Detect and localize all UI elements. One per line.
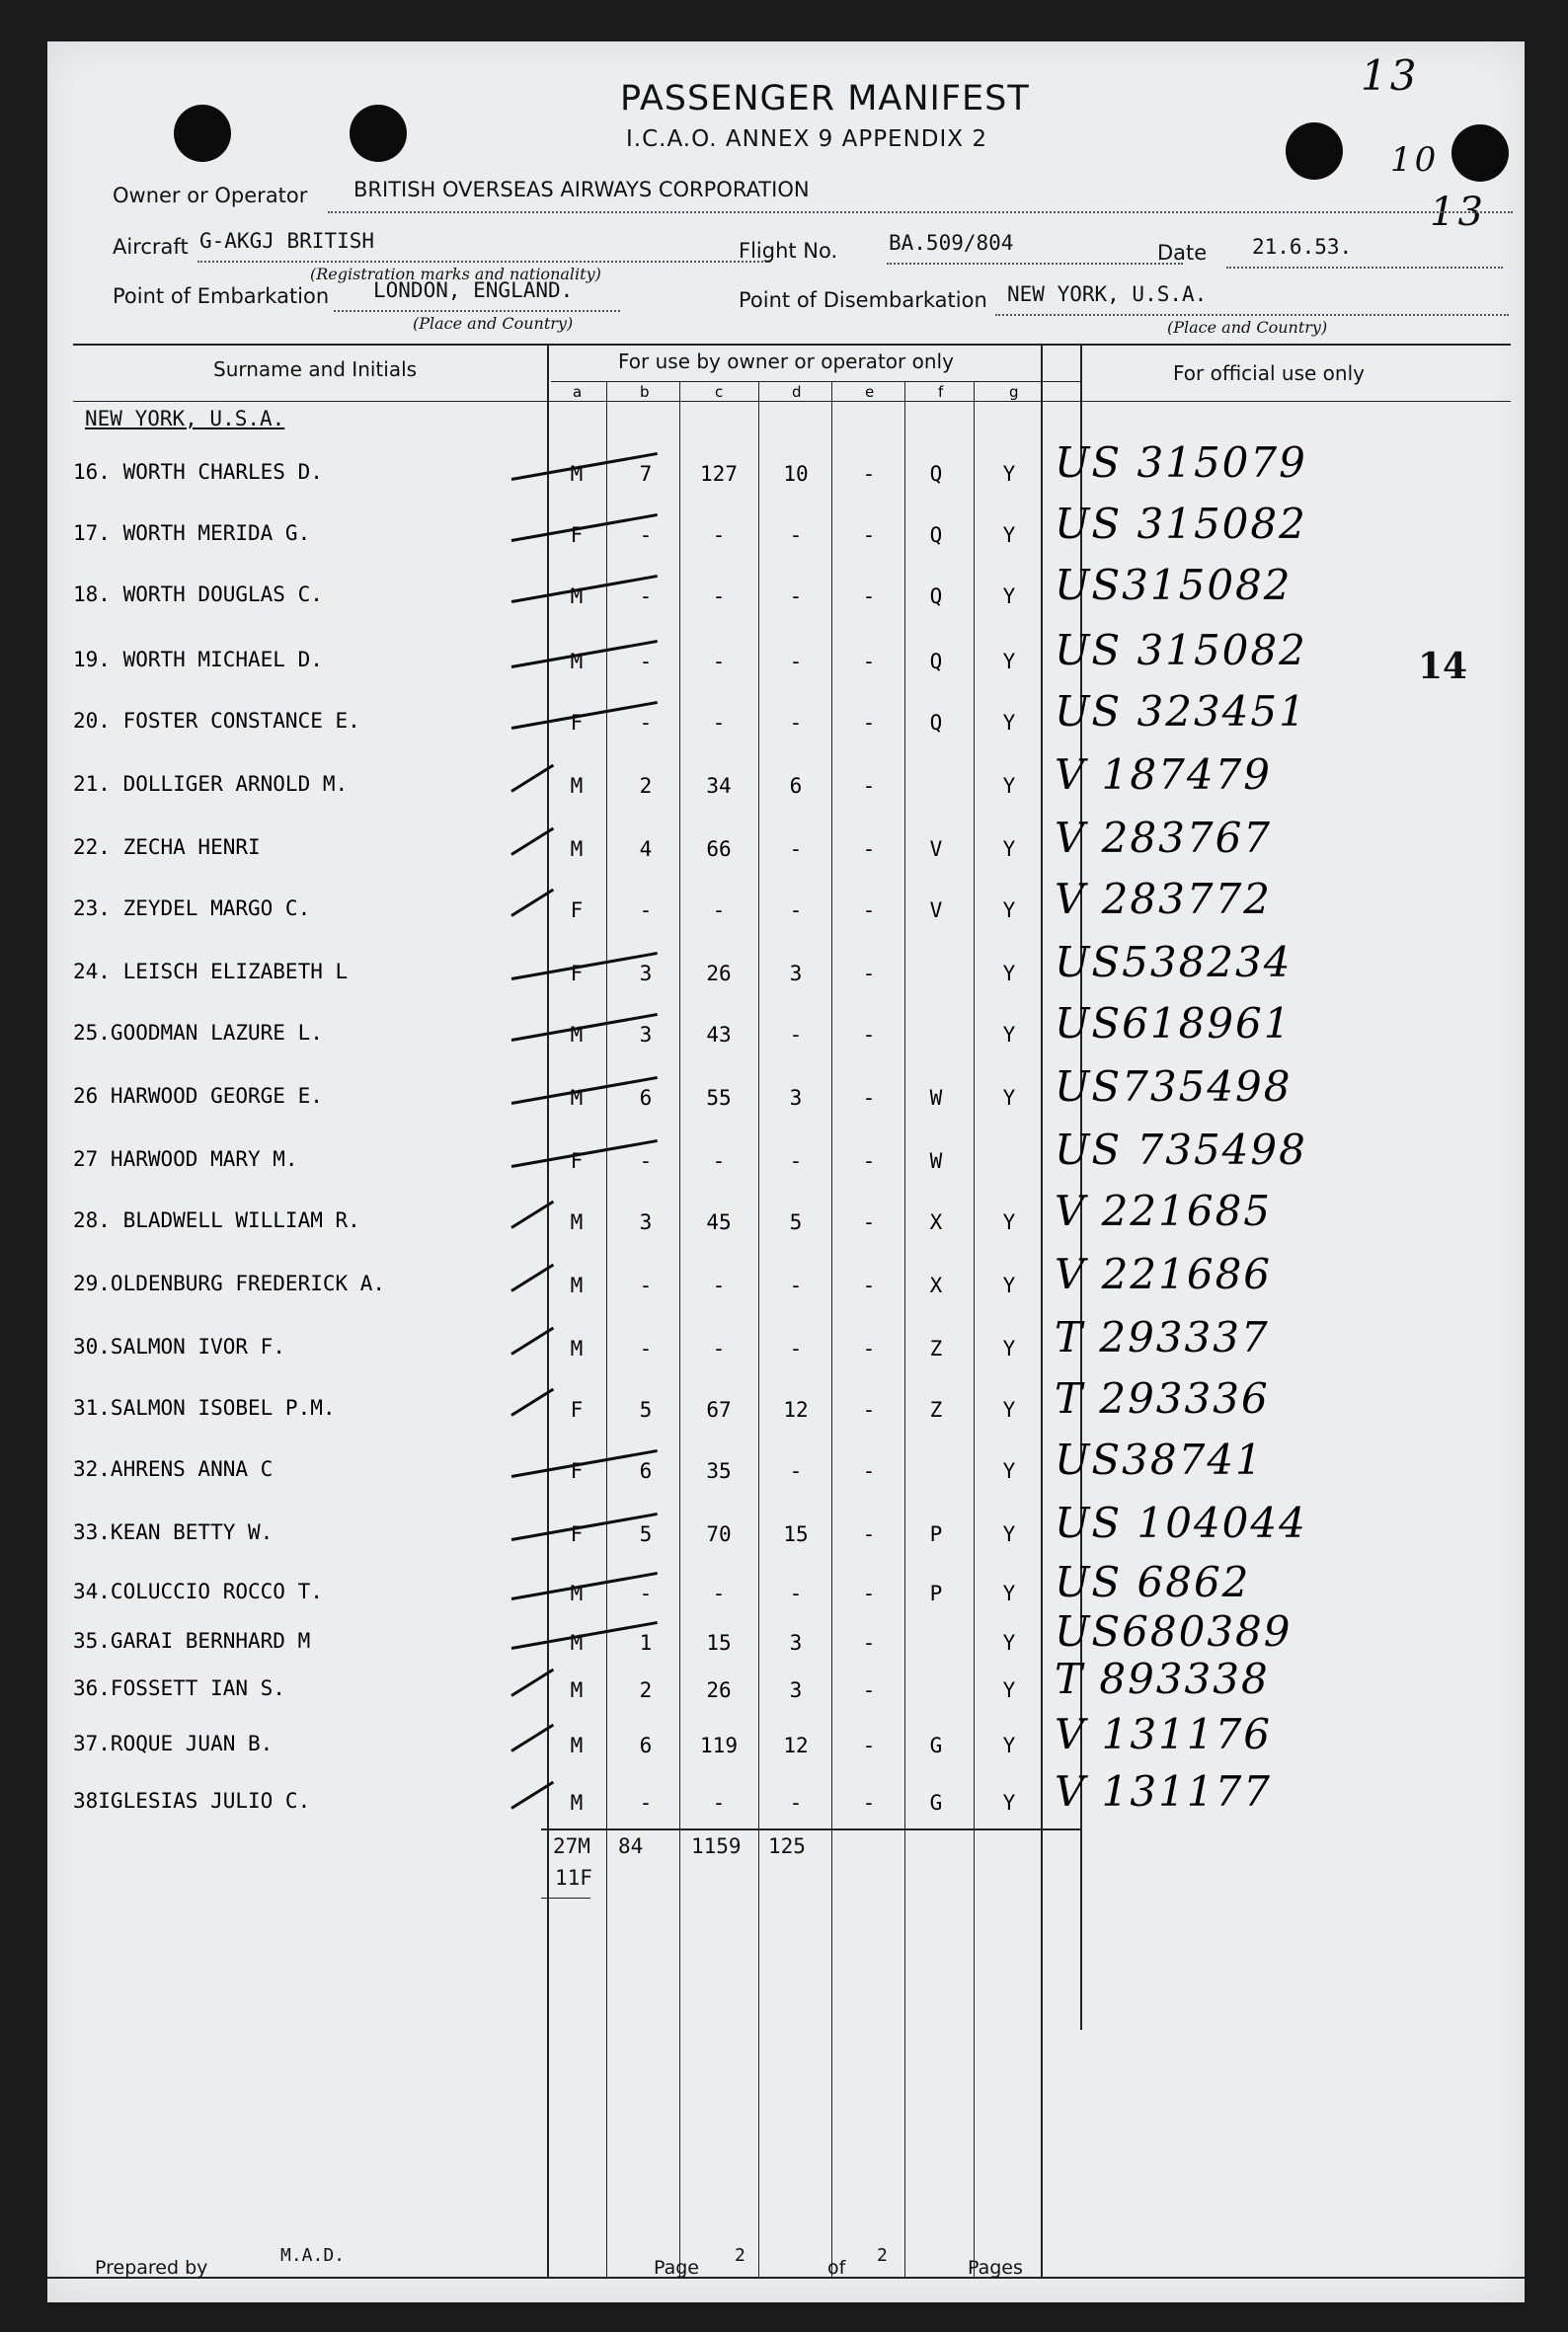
official-entry: V 131177	[1055, 1767, 1273, 1816]
page-label: Page	[654, 2257, 699, 2279]
official-entry: US 315079	[1055, 438, 1307, 487]
passenger-name: 38IGLESIAS JULIO C.	[73, 1789, 311, 1813]
section-heading: NEW YORK, U.S.A.	[85, 407, 285, 430]
cell-b: 7	[639, 462, 653, 486]
cell-f: W	[929, 1149, 943, 1173]
cell-f: Q	[929, 584, 943, 608]
cell-g: Y	[1002, 711, 1016, 735]
cell-c: 45	[706, 1210, 732, 1234]
cell-c: 35	[706, 1459, 732, 1483]
cell-a: F	[570, 1459, 584, 1483]
passenger-name: 34.COLUCCIO ROCCO T.	[73, 1580, 323, 1603]
col-surname-header: Surname and Initials	[213, 357, 418, 381]
official-entry: V 221686	[1055, 1250, 1273, 1298]
cell-e: -	[862, 1631, 876, 1655]
cell-e: -	[862, 774, 876, 798]
page-subtitle: I.C.A.O. ANNEX 9 APPENDIX 2	[626, 126, 987, 152]
aircraft-value: G-AKGJ BRITISH	[199, 229, 375, 253]
cell-f: Q	[929, 523, 943, 547]
cell-g: Y	[1002, 898, 1016, 922]
passenger-name: 16. WORTH CHARLES D.	[73, 460, 323, 484]
cell-d: -	[789, 584, 803, 608]
cell-e: -	[862, 1398, 876, 1422]
punch-hole-center	[350, 105, 407, 162]
cell-f: Q	[929, 462, 943, 486]
cell-c: 66	[706, 837, 732, 861]
cell-a: M	[570, 1791, 584, 1815]
passenger-name: 33.KEAN BETTY W.	[73, 1520, 274, 1544]
cell-g: Y	[1002, 1582, 1016, 1605]
official-entry: T 293336	[1055, 1374, 1270, 1423]
embarkation-value: LONDON, ENGLAND.	[373, 278, 574, 302]
cell-b: 6	[639, 1734, 653, 1757]
cell-a: F	[570, 1522, 584, 1546]
prepared-by-value: M.A.D.	[280, 2245, 346, 2266]
embarkation-note: (Place and Country)	[413, 314, 574, 333]
cell-g: Y	[1002, 1086, 1016, 1110]
table-row	[47, 938, 1525, 1021]
disembarkation-label: Point of Disembarkation	[739, 288, 987, 312]
passenger-name: 37.ROQUE JUAN B.	[73, 1732, 274, 1755]
cell-b: 5	[639, 1522, 653, 1546]
cell-d: -	[789, 898, 803, 922]
cell-a: M	[570, 1582, 584, 1605]
cell-b: 2	[639, 774, 653, 798]
table-row	[47, 1250, 1525, 1333]
total-c: 1159	[691, 1834, 742, 1858]
table-row	[47, 814, 1525, 896]
cell-a: F	[570, 962, 584, 985]
cell-g: Y	[1002, 1734, 1016, 1757]
table-row	[47, 1374, 1525, 1457]
cell-a: M	[570, 1086, 584, 1110]
passenger-name: 17. WORTH MERIDA G.	[73, 521, 311, 545]
aircraft-note: (Registration marks and nationality)	[310, 265, 601, 283]
col-letter-e: e	[865, 383, 875, 401]
passenger-name: 35.GARAI BERNHARD M	[73, 1629, 311, 1653]
cell-g: Y	[1002, 1274, 1016, 1297]
date-value: 21.6.53.	[1252, 235, 1353, 259]
punch-hole-right	[1286, 122, 1343, 180]
page-title: PASSENGER MANIFEST	[620, 79, 1030, 118]
cell-d: -	[789, 1274, 803, 1297]
total-b: 84	[618, 1834, 644, 1858]
official-entry: V 187479	[1055, 750, 1273, 799]
cell-c: 127	[700, 462, 738, 486]
official-entry: V 283772	[1055, 875, 1273, 923]
cell-d: 3	[789, 962, 803, 985]
cell-b: 3	[639, 1210, 653, 1234]
passenger-name: 22. ZECHA HENRI	[73, 835, 261, 859]
cell-c: 26	[706, 962, 732, 985]
cell-f: W	[929, 1086, 943, 1110]
cell-b: -	[639, 1791, 653, 1815]
corner-fraction-numerator: 10	[1390, 140, 1440, 180]
cell-e: -	[862, 1023, 876, 1047]
cell-b: -	[639, 1582, 653, 1605]
cell-b: -	[639, 898, 653, 922]
cell-a: F	[570, 1149, 584, 1173]
passenger-name: 27 HARWOOD MARY M.	[73, 1147, 298, 1171]
cell-c: 119	[700, 1734, 738, 1757]
cell-d: -	[789, 1582, 803, 1605]
owner-value: BRITISH OVERSEAS AIRWAYS CORPORATION	[353, 178, 810, 201]
cell-a: F	[570, 1398, 584, 1422]
cell-d: 15	[783, 1522, 809, 1546]
cell-g: Y	[1002, 774, 1016, 798]
cell-e: -	[862, 1149, 876, 1173]
embarkation-label: Point of Embarkation	[113, 284, 330, 308]
cell-c: -	[712, 1274, 726, 1297]
cell-b: -	[639, 1337, 653, 1360]
prepared-by-label: Prepared by	[95, 2257, 208, 2279]
passenger-name: 19. WORTH MICHAEL D.	[73, 648, 323, 671]
cell-b: 6	[639, 1086, 653, 1110]
cell-d: -	[789, 1791, 803, 1815]
passenger-name: 20. FOSTER CONSTANCE E.	[73, 709, 360, 733]
cell-b: -	[639, 711, 653, 735]
col-letter-a: a	[573, 383, 583, 401]
cell-g: Y	[1002, 1023, 1016, 1047]
passenger-name: 31.SALMON ISOBEL P.M.	[73, 1396, 336, 1420]
table-row	[47, 500, 1525, 583]
cell-b: 3	[639, 962, 653, 985]
cell-e: -	[862, 1210, 876, 1234]
official-entry: US 315082	[1055, 500, 1307, 548]
cell-d: 5	[789, 1210, 803, 1234]
punch-hole-left	[174, 105, 231, 162]
cell-a: M	[570, 1023, 584, 1047]
passenger-name: 32.AHRENS ANNA C	[73, 1457, 274, 1481]
cell-e: -	[862, 962, 876, 985]
cell-a: M	[570, 774, 584, 798]
of-label: of	[827, 2257, 846, 2279]
table-row	[47, 1313, 1525, 1396]
passenger-name: 29.OLDENBURG FREDERICK A.	[73, 1272, 386, 1295]
aircraft-label: Aircraft	[113, 235, 189, 259]
cell-g: Y	[1002, 837, 1016, 861]
official-entry: US38741	[1055, 1436, 1264, 1484]
cell-c: -	[712, 523, 726, 547]
official-entry: T 293337	[1055, 1313, 1270, 1361]
cell-b: -	[639, 1149, 653, 1173]
cell-a: M	[570, 462, 584, 486]
cell-f: G	[929, 1791, 943, 1815]
cell-g: Y	[1002, 1522, 1016, 1546]
cell-d: 3	[789, 1631, 803, 1655]
cell-g: Y	[1002, 523, 1016, 547]
pages-label: Pages	[968, 2257, 1023, 2279]
cell-a: M	[570, 1734, 584, 1757]
cell-b: 5	[639, 1398, 653, 1422]
cell-f: Z	[929, 1398, 943, 1422]
cell-c: -	[712, 1582, 726, 1605]
cell-f: X	[929, 1210, 943, 1234]
cell-d: -	[789, 1459, 803, 1483]
disembarkation-note: (Place and Country)	[1167, 318, 1328, 337]
cell-c: 15	[706, 1631, 732, 1655]
cell-c: -	[712, 1791, 726, 1815]
cell-d: 12	[783, 1398, 809, 1422]
official-entry: US538234	[1055, 938, 1293, 986]
cell-e: -	[862, 1791, 876, 1815]
official-entry: US 315082	[1055, 626, 1307, 674]
cell-d: 6	[789, 774, 803, 798]
cell-a: M	[570, 1210, 584, 1234]
cell-f: X	[929, 1274, 943, 1297]
manifest-sheet	[47, 41, 1525, 2302]
official-entry: US 323451	[1055, 687, 1307, 736]
table-row	[47, 1499, 1525, 1582]
cell-g: Y	[1002, 1678, 1016, 1702]
passenger-name: 30.SALMON IVOR F.	[73, 1335, 285, 1359]
cell-d: 3	[789, 1086, 803, 1110]
cell-b: -	[639, 584, 653, 608]
passenger-name: 21. DOLLIGER ARNOLD M.	[73, 772, 349, 796]
official-entry: US 735498	[1055, 1126, 1307, 1174]
official-entry: US618961	[1055, 999, 1293, 1048]
col-letter-c: c	[715, 383, 724, 401]
cell-c: -	[712, 1149, 726, 1173]
cell-a: M	[570, 650, 584, 673]
cell-e: -	[862, 462, 876, 486]
cell-d: 12	[783, 1734, 809, 1757]
cell-b: -	[639, 650, 653, 673]
cell-c: 55	[706, 1086, 732, 1110]
cell-e: -	[862, 1337, 876, 1360]
cell-a: M	[570, 1678, 584, 1702]
cell-a: F	[570, 523, 584, 547]
cell-e: -	[862, 1734, 876, 1757]
passenger-name: 25.GOODMAN LAZURE L.	[73, 1021, 323, 1045]
side-mark: 14	[1418, 646, 1468, 687]
cell-d: 3	[789, 1678, 803, 1702]
cell-e: -	[862, 1522, 876, 1546]
cell-e: -	[862, 1086, 876, 1110]
flight-value: BA.509/804	[889, 231, 1014, 255]
col-letter-f: f	[938, 383, 944, 401]
cell-g: Y	[1002, 650, 1016, 673]
table-row	[47, 687, 1525, 770]
cell-c: -	[712, 711, 726, 735]
cell-g: Y	[1002, 1791, 1016, 1815]
cell-a: F	[570, 711, 584, 735]
official-entry: US735498	[1055, 1062, 1293, 1111]
passenger-name: 23. ZEYDEL MARGO C.	[73, 896, 311, 920]
cell-e: -	[862, 1459, 876, 1483]
passenger-name: 26 HARWOOD GEORGE E.	[73, 1084, 323, 1108]
table-row	[47, 750, 1525, 833]
corner-number: 13	[1361, 51, 1420, 100]
cell-f: G	[929, 1734, 943, 1757]
page-value: 2	[735, 2245, 745, 2266]
cell-c: 70	[706, 1522, 732, 1546]
cell-f: P	[929, 1522, 943, 1546]
col-letter-d: d	[792, 383, 802, 401]
cell-a: M	[570, 1631, 584, 1655]
cell-g: Y	[1002, 462, 1016, 486]
cell-b: 1	[639, 1631, 653, 1655]
total-a-female: 11F	[555, 1866, 592, 1890]
col-letter-b: b	[640, 383, 650, 401]
passenger-name: 36.FOSSETT IAN S.	[73, 1676, 285, 1700]
cell-g: Y	[1002, 1398, 1016, 1422]
cell-b: -	[639, 523, 653, 547]
official-entry: US315082	[1055, 561, 1293, 609]
official-entry: T 893338	[1055, 1655, 1270, 1703]
cell-e: -	[862, 1678, 876, 1702]
cell-g: Y	[1002, 962, 1016, 985]
cell-b: -	[639, 1274, 653, 1297]
passenger-name: 18. WORTH DOUGLAS C.	[73, 583, 323, 606]
cell-d: -	[789, 523, 803, 547]
cell-e: -	[862, 1582, 876, 1605]
cell-e: -	[862, 523, 876, 547]
col-owner-header: For use by owner or operator only	[618, 350, 954, 373]
cell-c: 34	[706, 774, 732, 798]
cell-g: Y	[1002, 1459, 1016, 1483]
cell-d: -	[789, 1149, 803, 1173]
cell-a: F	[570, 898, 584, 922]
cell-d: -	[789, 837, 803, 861]
table-row	[47, 999, 1525, 1082]
cell-a: M	[570, 1337, 584, 1360]
cell-c: 43	[706, 1023, 732, 1047]
cell-a: M	[570, 1274, 584, 1297]
cell-g: Y	[1002, 1337, 1016, 1360]
cell-f: Z	[929, 1337, 943, 1360]
cell-d: -	[789, 650, 803, 673]
cell-b: 2	[639, 1678, 653, 1702]
date-label: Date	[1157, 241, 1208, 265]
cell-f: Q	[929, 650, 943, 673]
punch-hole-far-right	[1451, 124, 1509, 182]
table-row	[47, 875, 1525, 958]
cell-e: -	[862, 1274, 876, 1297]
cell-c: -	[712, 650, 726, 673]
cell-f: V	[929, 898, 943, 922]
table-row	[47, 1126, 1525, 1208]
cell-e: -	[862, 711, 876, 735]
corner-fraction-denominator: 13	[1430, 190, 1486, 235]
cell-d: -	[789, 1337, 803, 1360]
cell-a: M	[570, 837, 584, 861]
cell-b: 4	[639, 837, 653, 861]
official-entry: V 221685	[1055, 1187, 1273, 1235]
official-entry: V 283767	[1055, 814, 1273, 862]
cell-c: -	[712, 898, 726, 922]
col-official-header: For official use only	[1173, 361, 1365, 385]
official-entry: US 104044	[1055, 1499, 1307, 1547]
owner-label: Owner or Operator	[113, 184, 308, 207]
cell-e: -	[862, 650, 876, 673]
cell-c: 26	[706, 1678, 732, 1702]
official-entry: US 6862	[1055, 1558, 1251, 1606]
cell-g: Y	[1002, 584, 1016, 608]
total-a-male: 27M	[553, 1834, 590, 1858]
table-row	[47, 1187, 1525, 1270]
of-value: 2	[877, 2245, 888, 2266]
cell-a: M	[570, 584, 584, 608]
disembarkation-value: NEW YORK, U.S.A.	[1007, 282, 1208, 306]
official-entry: V 131176	[1055, 1710, 1273, 1758]
cell-f: Q	[929, 711, 943, 735]
cell-e: -	[862, 898, 876, 922]
cell-d: 10	[783, 462, 809, 486]
cell-c: -	[712, 1337, 726, 1360]
official-entry: US680389	[1055, 1607, 1293, 1656]
cell-b: 3	[639, 1023, 653, 1047]
cell-e: -	[862, 837, 876, 861]
cell-b: 6	[639, 1459, 653, 1483]
total-d: 125	[768, 1834, 806, 1858]
cell-c: 67	[706, 1398, 732, 1422]
table-row	[47, 1710, 1525, 1793]
passenger-name: 28. BLADWELL WILLIAM R.	[73, 1208, 360, 1232]
cell-f: V	[929, 837, 943, 861]
col-letter-g: g	[1009, 383, 1019, 401]
cell-g: Y	[1002, 1210, 1016, 1234]
cell-d: -	[789, 1023, 803, 1047]
passenger-name: 24. LEISCH ELIZABETH L	[73, 960, 349, 983]
cell-e: -	[862, 584, 876, 608]
cell-d: -	[789, 711, 803, 735]
cell-g: Y	[1002, 1631, 1016, 1655]
table-row	[47, 1655, 1525, 1738]
cell-f: P	[929, 1582, 943, 1605]
cell-c: -	[712, 584, 726, 608]
flight-label: Flight No.	[739, 239, 838, 263]
